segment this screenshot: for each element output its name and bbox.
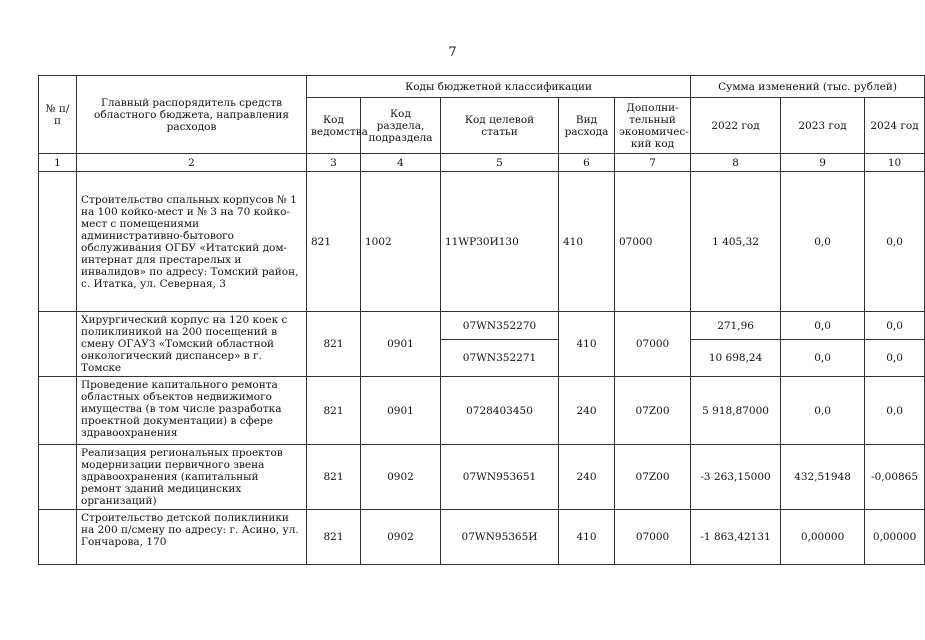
col-number: 10 — [865, 154, 925, 172]
col-number: 5 — [441, 154, 559, 172]
header-code-dept: Код ведомства — [307, 98, 361, 154]
table-row — [39, 312, 925, 340]
row-number — [39, 510, 77, 565]
row-sum-2022: 5 918,87000 — [691, 377, 781, 445]
table-row — [39, 510, 925, 565]
header-code-target: Код целевой статьи — [441, 98, 559, 154]
row-target-code: 07WN95365И — [441, 510, 559, 565]
row-section-code: 0901 — [361, 312, 441, 377]
col-number: 3 — [307, 154, 361, 172]
row-sum-2023: 0,0 — [781, 312, 865, 340]
row-dept-code: 821 — [307, 172, 361, 312]
table-row — [39, 377, 925, 445]
header-main-admin: Главный распорядитель средств областного бюджета, направления расходов — [77, 76, 307, 154]
row-number — [39, 172, 77, 312]
row-kind-code: 410 — [559, 312, 615, 377]
row-sum-2024: 0,00000 — [865, 510, 925, 565]
row-sum-2023: 432,51948 — [781, 445, 865, 510]
row-sum-2022: 10 698,24 — [691, 340, 781, 377]
header-year-2024: 2024 год — [865, 98, 925, 154]
row-section-code: 0901 — [361, 377, 441, 445]
row-sum-2024: 0,0 — [865, 172, 925, 312]
row-dept-code: 821 — [307, 510, 361, 565]
row-extra-code: 07000 — [615, 510, 691, 565]
table-row — [39, 445, 925, 510]
page-number: 7 — [448, 45, 457, 60]
row-dept-code: 821 — [307, 312, 361, 377]
row-extra-code: 07Z00 — [615, 377, 691, 445]
row-sum-2024: 0,0 — [865, 377, 925, 445]
row-number — [39, 312, 77, 377]
col-number: 7 — [615, 154, 691, 172]
row-sum-2024: 0,0 — [865, 312, 925, 340]
row-extra-code: 07000 — [615, 312, 691, 377]
row-sum-2023: 0,0 — [781, 340, 865, 377]
row-section-code: 0902 — [361, 510, 441, 565]
row-extra-code: 07Z00 — [615, 445, 691, 510]
col-number: 8 — [691, 154, 781, 172]
row-kind-code: 240 — [559, 377, 615, 445]
row-section-code: 1002 — [361, 172, 441, 312]
row-description: Реализация региональных проектов модернизации первичного звена здравоохранения (капитальный ремонт зданий медицинских организаций) — [77, 445, 307, 510]
row-sum-2022: -3 263,15000 — [691, 445, 781, 510]
budget-table — [38, 75, 925, 565]
col-number: 4 — [361, 154, 441, 172]
header-row-top — [39, 76, 925, 98]
row-kind-code: 410 — [559, 510, 615, 565]
header-code-kind: Вид расхода — [559, 98, 615, 154]
header-num: № п/п — [39, 76, 77, 154]
row-number — [39, 445, 77, 510]
row-sum-2023: 0,00000 — [781, 510, 865, 565]
col-number: 2 — [77, 154, 307, 172]
row-target-code: 11WP30И130 — [441, 172, 559, 312]
row-sum-2022: -1 863,42131 — [691, 510, 781, 565]
row-extra-code: 07000 — [615, 172, 691, 312]
table-row — [39, 172, 925, 312]
row-description: Хирургический корпус на 120 коек с поликлиникой на 200 посещений в смену ОГАУЗ «Томский областной онкологический диспансер» в г. Томске — [77, 312, 307, 377]
row-dept-code: 821 — [307, 445, 361, 510]
row-kind-code: 410 — [559, 172, 615, 312]
row-target-code: 0728403450 — [441, 377, 559, 445]
header-code-section: Код раздела, подраздела — [361, 98, 441, 154]
row-sum-2023: 0,0 — [781, 172, 865, 312]
row-sum-2024: 0,0 — [865, 340, 925, 377]
row-description: Строительство детской поликлиники на 200 п/смену по адресу: г. Асино, ул. Гончарова, 170 — [77, 510, 307, 565]
col-number: 6 — [559, 154, 615, 172]
header-code-extra: Дополни-тельный экономичес-кий код — [615, 98, 691, 154]
row-description: Проведение капитального ремонта областных объектов недвижимого имущества (в том числе разработка проектной документации) в сфере здравоохранения — [77, 377, 307, 445]
row-description: Строительство спальных корпусов № 1 на 100 койко-мест и № 3 на 70 койко-мест с помещениями административно-бытового обслуживания ОГБУ «Итатский дом-интернат для престарелых и инвалидов» по адресу: Томский район, с. Итатка, ул. Северная, 3 — [77, 172, 307, 312]
header-sum-group: Сумма изменений (тыс. рублей) — [691, 76, 925, 98]
col-number: 1 — [39, 154, 77, 172]
row-target-code: 07WN352271 — [441, 340, 559, 377]
row-dept-code: 821 — [307, 377, 361, 445]
header-year-2022: 2022 год — [691, 98, 781, 154]
row-number — [39, 377, 77, 445]
col-number: 9 — [781, 154, 865, 172]
row-target-code: 07WN352270 — [441, 312, 559, 340]
row-sum-2024: -0,00865 — [865, 445, 925, 510]
header-codes-group: Коды бюджетной классификации — [307, 76, 691, 98]
header-year-2023: 2023 год — [781, 98, 865, 154]
row-section-code: 0902 — [361, 445, 441, 510]
row-sum-2022: 1 405,32 — [691, 172, 781, 312]
row-kind-code: 240 — [559, 445, 615, 510]
column-numbers-row — [39, 154, 925, 172]
row-target-code: 07WN953651 — [441, 445, 559, 510]
row-sum-2023: 0,0 — [781, 377, 865, 445]
row-sum-2022: 271,96 — [691, 312, 781, 340]
